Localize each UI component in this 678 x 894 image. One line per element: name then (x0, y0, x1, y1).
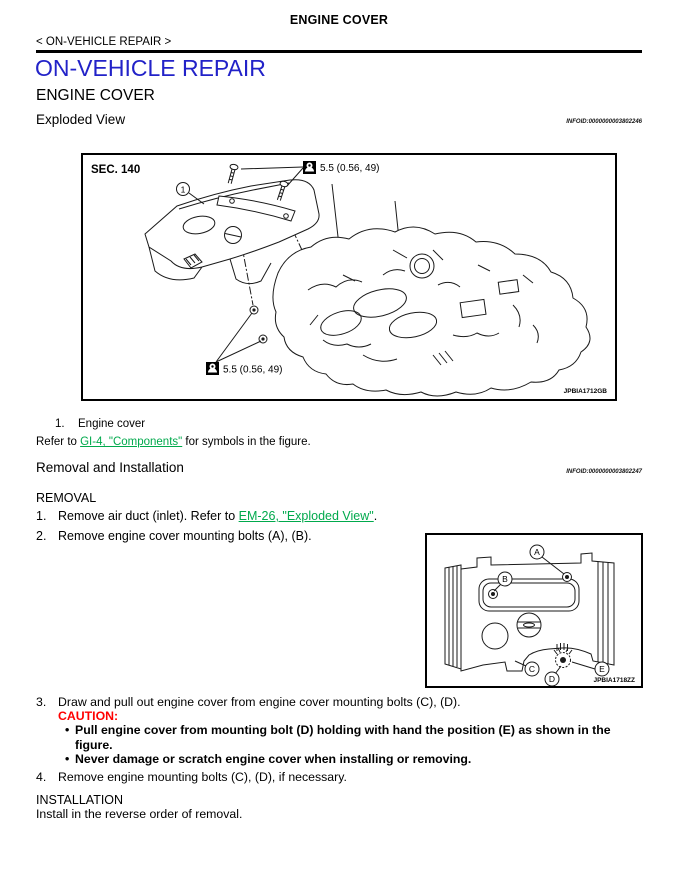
step-3: 3. Draw and pull out engine cover from engine cover mounting bolts (C), (D). (36, 695, 461, 709)
subsection-heading: ENGINE COVER (36, 87, 155, 104)
page-title: ENGINE COVER (289, 13, 389, 27)
engine-cover-front-drawing (445, 553, 614, 671)
header-divider (36, 50, 642, 53)
figure-code: JPBIA1712GB (563, 388, 607, 395)
svg-text:E: E (599, 664, 605, 674)
svg-text:5.5 (0.56, 49): 5.5 (0.56, 49) (320, 163, 380, 174)
torque-spec-bottom (206, 313, 282, 376)
bolt-b (489, 590, 498, 599)
exploded-view-link[interactable]: EM-26, "Exploded View" (238, 509, 374, 523)
step-2: 2. Remove engine cover mounting bolts (A), (B). (36, 528, 312, 543)
svg-text:1: 1 (180, 184, 186, 195)
caution-item: • Pull engine cover from mounting bolt (D) holding with hand the position (E) as shown in the figure. (58, 723, 644, 751)
refer-note: Refer to GI-4, "Components" for symbols in the figure. (36, 436, 311, 448)
svg-text:D: D (548, 674, 556, 684)
svg-text:C: C (528, 664, 536, 674)
svg-text:5.5 (0.56, 49): 5.5 (0.56, 49) (223, 364, 283, 376)
exploded-view-heading: Exploded View (36, 112, 126, 127)
removal-subheading: REMOVAL (36, 491, 97, 505)
mounting-bolts-figure (425, 533, 643, 688)
callout-d (545, 666, 561, 686)
installation-subheading: INSTALLATION (36, 793, 124, 807)
infoid-exploded: INFOID:0000000003802246 (566, 119, 642, 125)
caution-block (58, 709, 644, 766)
installation-text: Install in the reverse order of removal. (36, 807, 243, 821)
caution-label: CAUTION: (58, 709, 119, 724)
mounting-bolts-drawing (427, 535, 641, 686)
legend-label: Engine cover (78, 418, 146, 430)
torque-spec-top (241, 161, 379, 186)
step-1: 1. Remove air duct (inlet). Refer to EM-26, "Exploded View". (36, 509, 378, 523)
callout-e (572, 662, 609, 676)
callout-1 (177, 183, 205, 205)
exploded-view-figure (81, 153, 617, 401)
bolt-icon (227, 164, 239, 185)
caution-item: • Never damage or scratch engine cover when installing or removing. (58, 752, 644, 766)
caution-list (58, 723, 644, 766)
removal-steps-3-4 (36, 695, 644, 784)
section-heading: ON-VEHICLE REPAIR (35, 55, 266, 81)
figure-code: JPBIA1718ZZ (593, 677, 635, 684)
breadcrumb: < ON-VEHICLE REPAIR > (36, 36, 172, 48)
svg-text:B: B (502, 574, 508, 584)
removal-installation-heading: Removal and Installation (36, 460, 184, 475)
engine-drawing (273, 227, 590, 396)
exploded-view-drawing (83, 155, 615, 399)
sec-label: SEC. 140 (91, 164, 141, 176)
mount-grommets (250, 306, 267, 343)
svg-text:A: A (534, 547, 540, 557)
figure-legend (55, 418, 145, 430)
infoid-removal: INFOID:0000000003802247 (566, 469, 642, 475)
legend-number: 1. (55, 418, 65, 430)
components-link[interactable]: GI-4, "Components" (80, 436, 183, 448)
step-4: 4. Remove engine mounting bolts (C), (D), if necessary. (36, 769, 347, 784)
